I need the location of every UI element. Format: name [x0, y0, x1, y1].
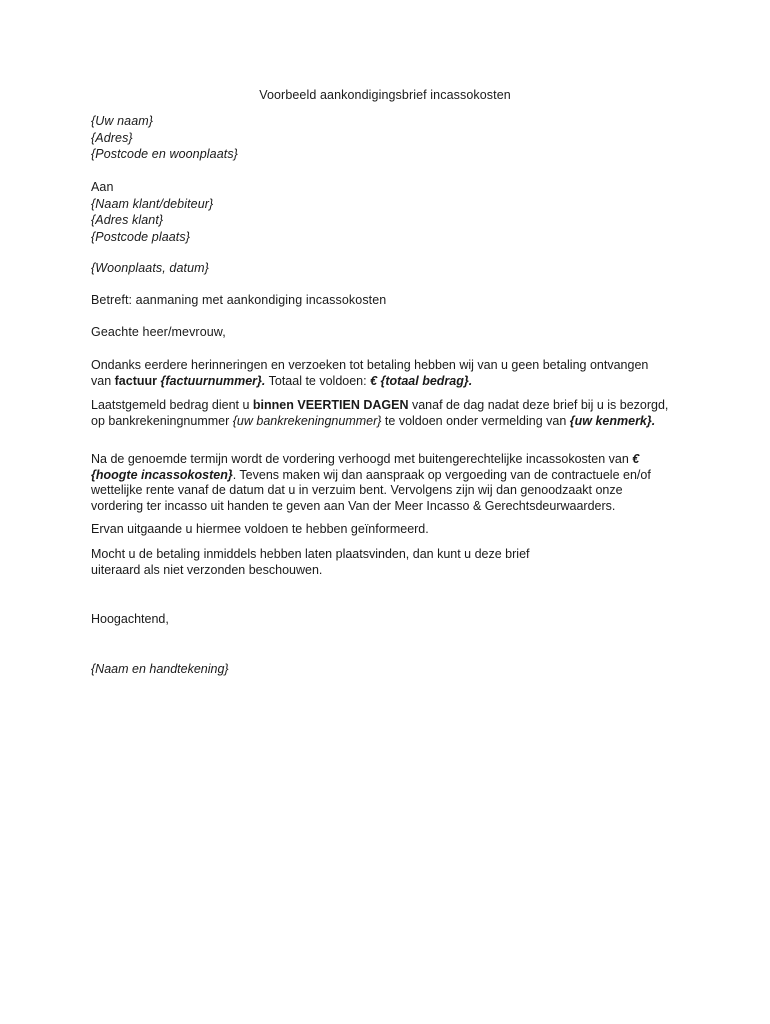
- van-text: van: [91, 373, 115, 388]
- sender-block: [91, 113, 681, 163]
- factuur-text: factuur: [114, 373, 158, 388]
- page-title: Voorbeeld aankondigingsbrief incassokosten: [259, 88, 511, 102]
- sender-postcode-city: {Postcode en woonplaats}: [91, 147, 238, 161]
- paragraph-2-part-3: te voldoen onder vermelding van: [381, 413, 570, 428]
- collection-costs-placeholder: € {hoogte incassokosten}: [91, 452, 640, 482]
- paragraph-3-part-1: Na de genoemde termijn wordt de vordering verhoogd met buitengerechtelijke incassokosten van: [91, 452, 633, 466]
- recipient-address: {Adres klant}: [91, 213, 164, 227]
- paragraph-2: [91, 398, 676, 429]
- salutation: Geachte heer/mevrouw,: [91, 325, 226, 339]
- paragraph-4: Ervan uitgaande u hiermee voldoen te hebben geïnformeerd.: [91, 522, 429, 536]
- bank-account-placeholder: {uw bankrekeningnummer}: [232, 413, 382, 428]
- place-date: {Woonplaats, datum}: [91, 261, 209, 275]
- closing: Hoogachtend,: [91, 612, 169, 626]
- paragraph-2-part-2: vanaf de dag nadat deze brief bij u is bezorgd, op bankrekeningnummer: [91, 398, 669, 428]
- recipient-name: {Naam klant/debiteur}: [91, 196, 214, 211]
- paragraph-3: [91, 452, 676, 514]
- paragraph-5: [91, 547, 681, 578]
- totaal-label: Totaal te voldoen:: [265, 373, 371, 388]
- signature-placeholder: {Naam en handtekening}: [91, 662, 229, 676]
- recipient-postcode-city: {Postcode plaats}: [91, 229, 190, 244]
- paragraph-3-part-2: . Tevens maken wij dan aanspraak op vergoeding van de contractuele en/of wettelijke rente vanaf de datum dat u in verzuim bent. Vervolgens zijn wij dan genoodzaakt onze vordering ter incasso uit handen te geven aan Van der Meer Incasso & Gerechtsdeurwaarders.: [91, 467, 651, 513]
- sender-address: {Adres}: [91, 130, 133, 145]
- recipient-to-label: Aan: [91, 180, 114, 194]
- paragraph-1-line-1: Ondanks eerdere herinneringen en verzoeken tot betaling hebben wij van u geen betaling ontvangen: [91, 358, 649, 372]
- paragraph-2-part-1: Laatstgemeld bedrag dient u: [91, 398, 253, 412]
- factuurnummer-placeholder: {factuurnummer}.: [157, 373, 266, 388]
- payment-term: binnen VEERTIEN DAGEN: [252, 398, 409, 412]
- recipient-block: [91, 179, 681, 245]
- paragraph-5-line-2: uiteraard als niet verzonden beschouwen.: [91, 562, 323, 577]
- paragraph-1: [91, 358, 681, 389]
- sender-name: {Uw naam}: [91, 114, 154, 128]
- reference-placeholder: {uw kenmerk}.: [569, 413, 656, 428]
- totaal-bedrag-placeholder: € {totaal bedrag}.: [370, 373, 473, 388]
- paragraph-1-line-2: [91, 374, 681, 390]
- subject-line: Betreft: aanmaning met aankondiging incassokosten: [91, 293, 387, 307]
- paragraph-5-line-1: Mocht u de betaling inmiddels hebben laten plaatsvinden, dan kunt u deze brief: [91, 547, 530, 561]
